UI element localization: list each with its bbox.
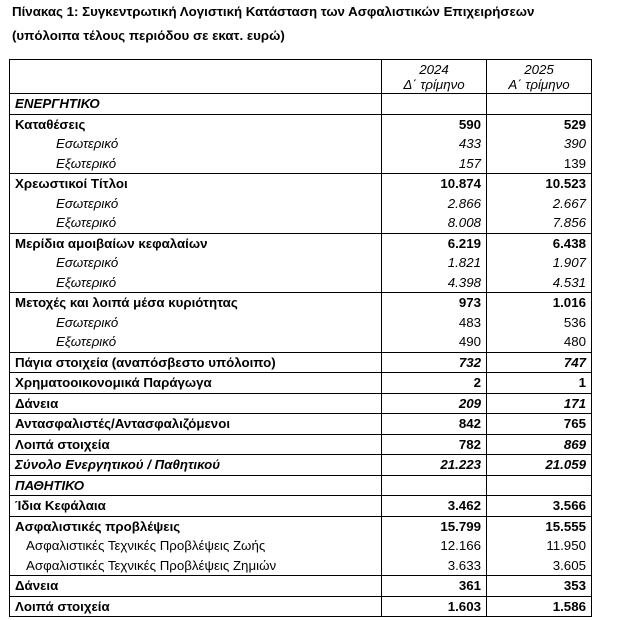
value-2025: 1.586 (487, 596, 592, 617)
header-row (10, 60, 592, 94)
row-label: Μετοχές και λοιπά μέσα κυριότητας (10, 293, 382, 313)
value-2025: 1 (487, 373, 592, 394)
value-2024: 433 (382, 134, 487, 154)
value-2024: 15.799 (382, 516, 487, 536)
table-title: Πίνακας 1: Συγκεντρωτική Λογιστική Κατάσταση των Ασφαλιστικών Επιχειρήσεων (12, 4, 535, 19)
value-2024: 590 (382, 114, 487, 134)
row-label: Μερίδια αμοιβαίων κεφαλαίων (10, 233, 382, 253)
table-row (10, 556, 592, 576)
row-label: Καταθέσεις (10, 114, 382, 134)
section-row-liabilities (10, 475, 592, 496)
value-2024: 490 (382, 332, 487, 352)
table-row (10, 576, 592, 597)
value-2024: 8.008 (382, 213, 487, 233)
row-label: Πάγια στοιχεία (αναπόσβεστο υπόλοιπο) (10, 352, 382, 373)
table-row (10, 414, 592, 435)
value-2025: 15.555 (487, 516, 592, 536)
value-2025: 3.566 (487, 496, 592, 517)
value-2025: 6.438 (487, 233, 592, 253)
header-period: Δ΄ τρίμηνο (403, 76, 465, 92)
table-row (10, 233, 592, 253)
table-row (10, 516, 592, 536)
table-row (10, 114, 592, 134)
header-label-cell (10, 60, 382, 94)
table-row (10, 434, 592, 455)
row-label: Εσωτερικό (10, 134, 382, 154)
value-2025: 3.605 (487, 556, 592, 576)
row-label: Ασφαλιστικές Τεχνικές Προβλέψεις Ζωής (10, 536, 382, 556)
table-row (10, 273, 592, 293)
header-col-2025 (487, 60, 592, 94)
value-2024: 3.462 (382, 496, 487, 517)
row-label: Εξωτερικό (10, 273, 382, 293)
table-row (10, 313, 592, 333)
table-row (10, 596, 592, 617)
row-label: Εσωτερικό (10, 194, 382, 214)
value-2024: 1.821 (382, 253, 487, 273)
value-2025: 529 (487, 114, 592, 134)
value-2024: 12.166 (382, 536, 487, 556)
row-label: Εξωτερικό (10, 332, 382, 352)
value-2025: 4.531 (487, 273, 592, 293)
value-2024: 2.866 (382, 194, 487, 214)
value-2025 (487, 475, 592, 496)
balance-sheet-table (9, 59, 592, 617)
row-label: ΠΑΘΗΤΙΚΟ (10, 475, 382, 496)
value-2025: 536 (487, 313, 592, 333)
row-label: Δάνεια (10, 576, 382, 597)
value-2025 (487, 94, 592, 115)
value-2024: 157 (382, 154, 487, 174)
value-2024: 3.633 (382, 556, 487, 576)
value-2024: 782 (382, 434, 487, 455)
table-row (10, 194, 592, 214)
value-2024: 209 (382, 393, 487, 414)
row-label: Σύνολο Ενεργητικού / Παθητικού (10, 455, 382, 476)
section-row-assets (10, 94, 592, 115)
value-2025: 747 (487, 352, 592, 373)
table-row (10, 213, 592, 233)
value-2025: 353 (487, 576, 592, 597)
table-row (10, 174, 592, 194)
row-label: Αντασφαλιστές/Αντασφαλιζόμενοι (10, 414, 382, 435)
value-2025: 1.907 (487, 253, 592, 273)
value-2024 (382, 94, 487, 115)
value-2025: 765 (487, 414, 592, 435)
value-2024: 732 (382, 352, 487, 373)
row-label: Λοιπά στοιχεία (10, 596, 382, 617)
row-label: Εσωτερικό (10, 253, 382, 273)
value-2025: 171 (487, 393, 592, 414)
value-2024: 361 (382, 576, 487, 597)
table-row (10, 253, 592, 273)
table-subtitle: (υπόλοιπα τέλους περιόδου σε εκατ. ευρώ) (12, 28, 285, 43)
table-row (10, 496, 592, 517)
table-row (10, 352, 592, 373)
value-2024: 4.398 (382, 273, 487, 293)
row-label: Εξωτερικό (10, 213, 382, 233)
header-period: Α΄ τρίμηνο (508, 76, 570, 92)
table-row (10, 293, 592, 313)
value-2024: 842 (382, 414, 487, 435)
table-row (10, 536, 592, 556)
table-row (10, 393, 592, 414)
row-label: Χρεωστικοί Τίτλοι (10, 174, 382, 194)
row-label: Ίδια Κεφάλαια (10, 496, 382, 517)
value-2024: 483 (382, 313, 487, 333)
row-label: Λοιπά στοιχεία (10, 434, 382, 455)
value-2024: 10.874 (382, 174, 487, 194)
header-col-2024 (382, 60, 487, 94)
header-year: 2024 (419, 61, 449, 77)
total-row (10, 455, 592, 476)
value-2025: 869 (487, 434, 592, 455)
row-label: ΕΝΕΡΓΗΤΙΚΟ (10, 94, 382, 115)
table-row (10, 373, 592, 394)
value-2025: 480 (487, 332, 592, 352)
row-label: Εσωτερικό (10, 313, 382, 333)
value-2025: 10.523 (487, 174, 592, 194)
value-2025: 139 (487, 154, 592, 174)
value-2024: 973 (382, 293, 487, 313)
row-label: Εξωτερικό (10, 154, 382, 174)
value-2025: 21.059 (487, 455, 592, 476)
value-2024: 1.603 (382, 596, 487, 617)
row-label: Ασφαλιστικές προβλέψεις (10, 516, 382, 536)
value-2025: 390 (487, 134, 592, 154)
table-row (10, 134, 592, 154)
value-2024 (382, 475, 487, 496)
value-2024: 2 (382, 373, 487, 394)
value-2024: 6.219 (382, 233, 487, 253)
value-2025: 1.016 (487, 293, 592, 313)
row-label: Δάνεια (10, 393, 382, 414)
value-2025: 7.856 (487, 213, 592, 233)
value-2024: 21.223 (382, 455, 487, 476)
row-label: Ασφαλιστικές Τεχνικές Προβλέψεις Ζημιών (10, 556, 382, 576)
header-year: 2025 (524, 61, 554, 77)
table-row (10, 332, 592, 352)
table-row (10, 154, 592, 174)
row-label: Χρηματοοικονομικά Παράγωγα (10, 373, 382, 394)
value-2025: 11.950 (487, 536, 592, 556)
value-2025: 2.667 (487, 194, 592, 214)
